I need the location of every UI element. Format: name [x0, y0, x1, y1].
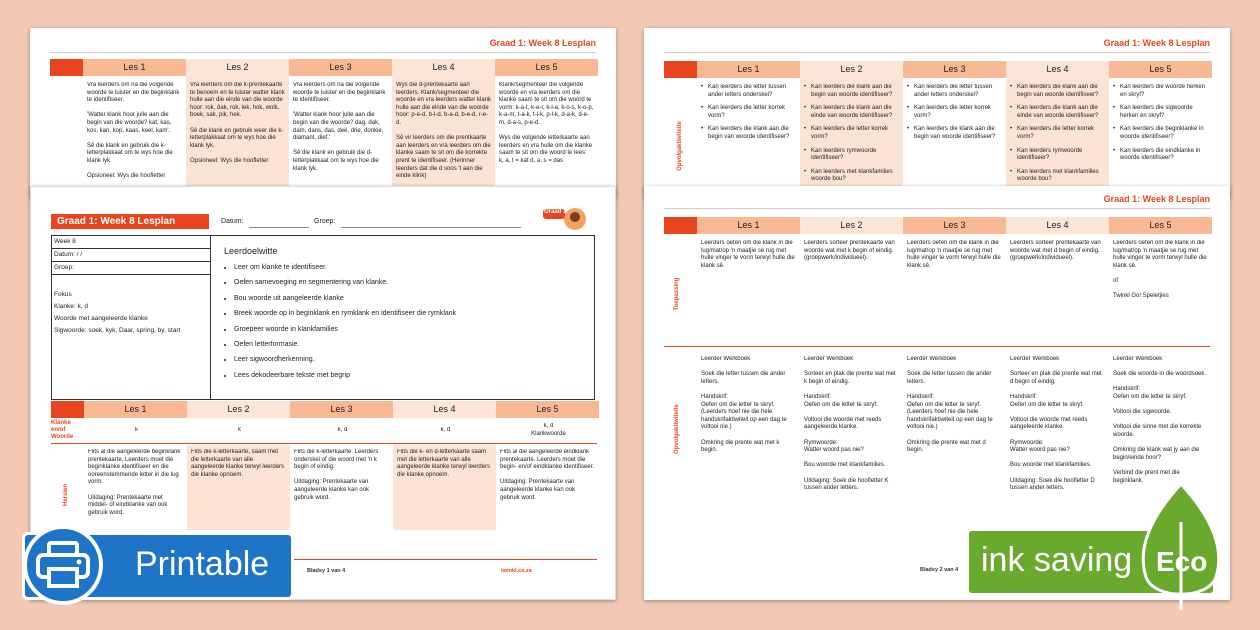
- graad-badge: Graad 1: [541, 205, 589, 233]
- page-header-title: Graad 1: Week 8 Lesplan: [489, 38, 596, 48]
- hersien-col-1: Flits al die aangeleerde beginklank prentekaarte. Leerders moet die beginklanke identifiseer en die ooreenstemmende letter in die lug vorm. Uitdaging: Prentekaarte met middel- of eindklanke van ook gebruik word.: [88, 449, 181, 516]
- ink-saving-label: ink saving: [981, 541, 1133, 579]
- side-label-hersien: Hersien: [63, 484, 69, 507]
- les-1-header: Les 1: [84, 401, 187, 418]
- divider: [664, 208, 1210, 209]
- hersien-col-4: Flits die k- en d-letterkaarte saam met die letterkaarte van alle aangeleerde klanke terwyl leerders die klanke opnoem.: [397, 449, 491, 478]
- back-left-col-5: Klank/segmenteer die volgende woorde en vra leerders om die klanke saam te sit om die woord te vorm: k-a-t, k-e-r, k-l-a, k-o-s, k-o-p, k-a-m, t-a-k, t-l-k, p-l-k, d-a-k, d-e-m, d-a-s, p-e-d. Wys die volgende letterkaarte aan leerders en vra hulle om die klanke saam te sit om die woord te lees: k, a, t = kat d, a, s = das: [499, 82, 594, 164]
- les-5-header: Les 5: [495, 59, 598, 76]
- les-header-row: [50, 59, 598, 76]
- datum-field: Datum: / /: [52, 249, 210, 262]
- side-label-toepassing: Toepassing: [674, 277, 680, 311]
- back-right-top-col-2: • Kan leerders die klank aan die begin van woorde identifiseer? • Kan leerders die klank aan die einde van woorde identifiseer? • Kan leerders die letter korrek vorm? • Kan leerders rymwoorde identifiseer? • Kan leerders met klankfamilies woorde bou?: [804, 84, 900, 198]
- page-header-title: Graad 1: Week 8 Lesplan: [1103, 194, 1210, 204]
- klanke-cell-2: k: [238, 427, 241, 433]
- les-3-header: Les 3: [903, 61, 1006, 78]
- les-1-header: Les 1: [83, 59, 186, 76]
- les-5-header: Les 5: [1109, 217, 1212, 234]
- les-3-header: Les 3: [290, 401, 393, 418]
- les-3-header: Les 3: [903, 217, 1006, 234]
- printable-badge: [22, 532, 294, 600]
- eco-leaf: [1136, 482, 1226, 612]
- side-label-opvolg: Opvolgaktiwiteite: [674, 404, 680, 454]
- printer-icon: [23, 525, 103, 605]
- printable-label: Printable: [135, 545, 270, 583]
- back-page-right-top: [644, 28, 1230, 198]
- opvolg-col-1: Leerder Werkboek Soek die letter tussen die ander letters. Handskrif: Oefen om die letter te skryf. (Leerders hoef nie die hele handskrifaktiwiteit op een dag te voltooi nie.) Omkring die prente wat met k begin.: [701, 356, 787, 454]
- back-left-col-2: Vra leerders om die k-prentekaarte te benoem en te luister watter klank hulle aan die einde van die woorde hoor: rok, dak, rok, lek, hok, wolk, boek, sak, pik, hek. Sê die klank en gebruik weer die k- letterplakkaat om te wys hoe die klank lyk. Opsioneel: Wys die hoofletter: [190, 82, 285, 164]
- hersien-col-2: Flits die k-letterkaarte, saam met die letterkaarte van alle aangeleerde klanke terwyl leerders die klanke opnoem.: [191, 449, 285, 478]
- groep-field: Groep:: [52, 262, 210, 275]
- les-2-header: Les 2: [800, 61, 903, 78]
- opvolg-col-4: Leerder Werkboek Sorteer en plak die prente wat met d begin of eindig. Handskrif: Oefen om die letter te skryf. Voltooi die woorde met reeds aangeleerde klanke. Rymwoorde: Watter woord pas nie? Bou woorde met klankfamilies. Uitdaging: Soek die hoofletter D tussen ander letters.: [1010, 356, 1102, 492]
- info-box: [51, 235, 595, 400]
- les-header-row: [51, 401, 599, 418]
- eco-label: Eco: [1156, 546, 1208, 577]
- les-4-header: Les 4: [393, 401, 496, 418]
- fokus-block: Fokus Klanke: k, d Woorde met aangeleerde klanke Sigwoorde: soek, kyk, Daar, spring, by, start: [52, 288, 211, 338]
- back-left-col-1: Vra leerders om na die volgende woorde te luister en die beginklank te identifiseer. 'Watter klank hoor julle aan die begin van die woorde? kat, kas, kos, kan, kop, kaas, keel, kam'. Sê die klank en gebruik die k- letterplakkaat om te wys hoe die klank lyk. Opsioneel: Wys die hoofletter: [87, 82, 180, 180]
- datum-label: Datum:: [221, 218, 244, 225]
- woorde-line: Woorde met aangeleerde klanke: [54, 315, 148, 322]
- groep-label: Groep:: [314, 218, 336, 225]
- klanke-cell-1: k: [135, 427, 138, 433]
- toepassing-col-2: Leerders sorteer prentekaarte van woorde wat met k begin of eindig. (groepwerk/individueel).: [804, 240, 895, 262]
- divider: [664, 52, 1210, 53]
- les-4-header: Les 4: [392, 59, 495, 76]
- page-header-title: Graad 1: Week 8 Lesplan: [1103, 38, 1210, 48]
- back-page-left: [30, 28, 616, 198]
- row-divider: [664, 346, 1210, 347]
- sigwoorde-line: Sigwoorde: soek, kyk, Daar, spring, by, start: [54, 327, 181, 334]
- divider: [50, 52, 596, 53]
- page-footer: Bladsy 1 van 4: [307, 568, 346, 574]
- les-2-header: Les 2: [800, 217, 903, 234]
- week-field: Week 8: [52, 236, 210, 249]
- toepassing-col-5: Leerders oefen om die klank in die lug/mat/op 'n maatjie se rug met hulle vinger te vorm terwyl hulle die klank sê. of Twinkl Go! Speletjies: [1113, 240, 1207, 300]
- back-right-top-col-3: • Kan leerders die letter tussen ander letters onderskei? • Kan leerders die letter korrek vorm? • Kan leerders die klank aan die begin van woorde identifiseer?: [907, 84, 1003, 198]
- back-left-col-3: Vra leerders om na die volgende woorde te luister en die beginklank te identifiseer. 'Watter klank hoor julle aan die begin van die woorde? dag, dak, dam, dans, das, deë, drie, donkie, diamant, dief.' Sê die klank en gebruik die d- letterplakkaat om te wys hoe die klank lyk.: [293, 82, 386, 172]
- opvolg-col-2: Leerder Werkboek Sorteer en plak die prente wat met k begin of eindig. Handskrif: Oefen om die letter te skryf. Voltooi die woorde met reeds aangeleerde klanke. Rymwoorde: Watter woord pas nie? Bou woorde met klankfamilies. Uitdaging: Soek die hoofletter K tussen ander letters.: [804, 356, 896, 492]
- toepassing-col-1: Leerders oefen om die klank in die lug/mat/op 'n maatjie se rug met hulle vinger te vorm terwyl hulle die klank sê.: [701, 240, 795, 269]
- les-1-header: Les 1: [697, 217, 800, 234]
- side-label-opvolg: Opvolgaktiwiteite: [677, 121, 683, 171]
- les-4-header: Les 4: [1006, 61, 1109, 78]
- les-2-header: Les 2: [187, 401, 290, 418]
- back-right-top-col-4: • Kan leerders die klank aan die begin van woorde identifiseer? • Kan leerders die klank aan die einde van woorde identifiseer? • Kan leerders die letter korrek vorm? • Kan leerders rymwoorde identifiseer? • Kan leerders met klankfamilies woorde bou?: [1010, 84, 1106, 198]
- les-header-row: [664, 61, 1212, 78]
- toepassing-col-3: Leerders oefen om die klank in die lug/mat/op 'n maatjie se rug met hulle vinger te vorm terwyl hulle die klank sê.: [907, 240, 1001, 269]
- opvolg-col-3: Leerder Werkboek Soek die letter tussen die ander letters. Handskrif: Oefen om die letter te skryf. (Leerders hoef nie die hele handskrifaktiwiteit op een dag te voltooi nie.) Omkring die prente wat met d begin.: [907, 356, 993, 454]
- back-right-top-col-5: • Kan leerders die woorde herken en skryf? • Kan leerders die sigwoorde herken en skryf? • Kan leerders die beginklanke in woorde identifiseer? • Kan leerders die eindklanke in woorde identifiseer?: [1113, 84, 1209, 198]
- hersien-col-3: Flits die k-letterkaarte. Leerders onderskei of die woord met 'n k begin of eindig. Uitdaging: Prentekaarte van aangeleerde klanke kan ook gebruik word.: [294, 449, 379, 501]
- front-title: Graad 1: Week 8 Lesplan: [51, 214, 209, 229]
- back-left-col-4: Wys die d-prentekaarte aan leerders. Klank/segmenteer die woorde en vra leerders watter klank hulle aan die einde van die woorde hoor: p-e-d, b-l-d, b-a-d, b-e-d, r-e-d. Sê vir leerders om die prentkaarte aan leerders en vra leerders om die klanke saam te sit om die korrekte prent te identifiseer. (Herinner leerders dat die d soos 't aan die einde klink): [396, 82, 492, 180]
- les-5-header: Les 5: [496, 401, 599, 418]
- back-right-top-col-1: • Kan leerders die letter tussen ander letters onderskei? • Kan leerders die letter korrek vorm? • Kan leerders die klank aan die begin van woorde identifiseer?: [701, 84, 797, 198]
- footer-url: twinkl.co.za: [501, 568, 532, 574]
- klanke-row-label: Klanke en/of Woorde: [51, 420, 74, 440]
- les-header-row: [664, 217, 1212, 234]
- klanke-cell-5: k, d Klankwoorde: [531, 423, 566, 437]
- opvolg-col-5: Leerder Werkboek Soek die woorde in die woordsoek. Handskrif: Oefen om die letter te skryf. Voltooi die sigwoorde. Voltooi die sinne met die korrekte woorde. Omkring die klank wat jy aan die begin/einde hoor? Verbind die prent met die beginklank.: [1113, 356, 1207, 484]
- hersien-col-5: Flits al die aangeleerde eindklank prentekaarte. Leerders moet die begin- en/of eindklanke identifiseer. Uitdaging: Prentekaarte van aangeleerde klanke kan ook gebruik word.: [500, 449, 595, 501]
- klanke-line: Klanke: k, d: [54, 303, 88, 310]
- les-5-header: Les 5: [1109, 61, 1212, 78]
- les-2-header: Les 2: [186, 59, 289, 76]
- les-1-header: Les 1: [697, 61, 800, 78]
- leerdoelwitte: Leerdoelwitte • Leer om klanke te identifiseer. • Oefen samevoeging en segmentering van klanke. • Bou woorde uit aangeleerde klanke • Breek woorde op in beginklank en rymklank en identifiseer die rymklank • Groepeer woorde in klankfamilies • Oefen letterformasie. • Leer sigwoordherkenning. • Lees dekodeerbare tekste met begrip: [224, 246, 456, 387]
- les-3-header: Les 3: [289, 59, 392, 76]
- klanke-cell-4: k, d: [440, 427, 451, 433]
- les-4-header: Les 4: [1006, 217, 1109, 234]
- page-footer: Bladsy 2 van 4: [920, 567, 959, 573]
- toepassing-col-4: Leerders sorteer prentekaarte van woorde wat met d begin of eindig. (groepwerk/individueel).: [1010, 240, 1101, 262]
- klanke-cell-3: k, d: [337, 427, 348, 433]
